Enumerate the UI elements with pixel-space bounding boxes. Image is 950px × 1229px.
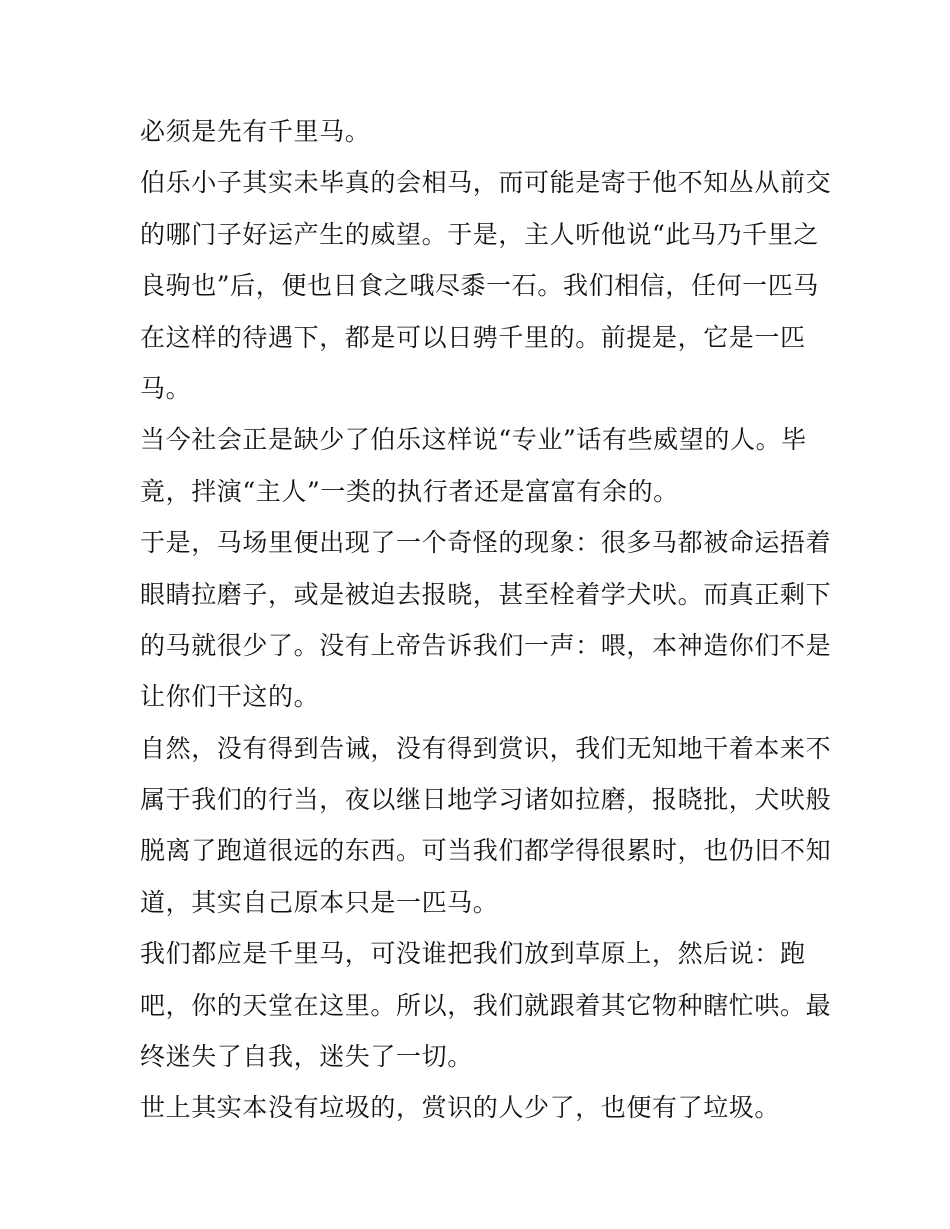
text-line: 眼睛拉磨子，或是被迫去报晓，甚至栓着学犬吠。而真正剩下 bbox=[140, 579, 832, 609]
text-line: 道，其实自己原本只是一匹马。 bbox=[140, 887, 499, 917]
text-line: 世上其实本没有垃圾的，赏识的人少了，也便有了垃圾。 bbox=[140, 1093, 781, 1123]
text-line: 自然，没有得到告诫，没有得到赏识，我们无知地干着本来不 bbox=[140, 733, 832, 763]
text-line: 竟，拌演“主人”一类的执行者还是富富有余的。 bbox=[140, 476, 679, 506]
text-line: 伯乐小子其实未毕真的会相马，而可能是寄于他不知丛从前交 bbox=[140, 168, 832, 198]
document-body bbox=[140, 106, 832, 1134]
text-line: 吧，你的天堂在这里。所以，我们就跟着其它物种瞎忙哄。最 bbox=[140, 990, 832, 1020]
text-line: 必须是先有千里马。 bbox=[140, 117, 371, 146]
text-line: 让你们干这的。 bbox=[140, 682, 320, 712]
text-line: 在这样的待遇下，都是可以日骋千里的。前提是，它是一匹 bbox=[140, 322, 806, 352]
text-line: 我们都应是千里马，可没谁把我们放到草原上，然后说：跑 bbox=[140, 939, 806, 969]
text-line: 良驹也”后，便也日食之哦尽黍一石。我们相信，任何一匹马 bbox=[140, 271, 819, 301]
text-line: 脱离了跑道很远的东西。可当我们都学得很累时，也仍旧不知 bbox=[140, 836, 832, 866]
text-line: 于是，马场里便出现了一个奇怪的现象：很多马都被命运捂着 bbox=[140, 528, 832, 558]
text-line: 的哪门子好运产生的威望。于是，主人听他说“此马乃千里之 bbox=[140, 219, 819, 249]
text-line: 马。 bbox=[140, 373, 192, 403]
text-line: 的马就很少了。没有上帝告诉我们一声：喂，本神造你们不是 bbox=[140, 630, 832, 660]
text-line: 终迷失了自我，迷失了一切。 bbox=[140, 1042, 473, 1072]
text-line: 属于我们的行当，夜以继日地学习诸如拉磨，报晓批，犬吠般 bbox=[140, 785, 832, 815]
text-line: 当今社会正是缺少了伯乐这样说“专业”话有些威望的人。毕 bbox=[140, 425, 807, 455]
